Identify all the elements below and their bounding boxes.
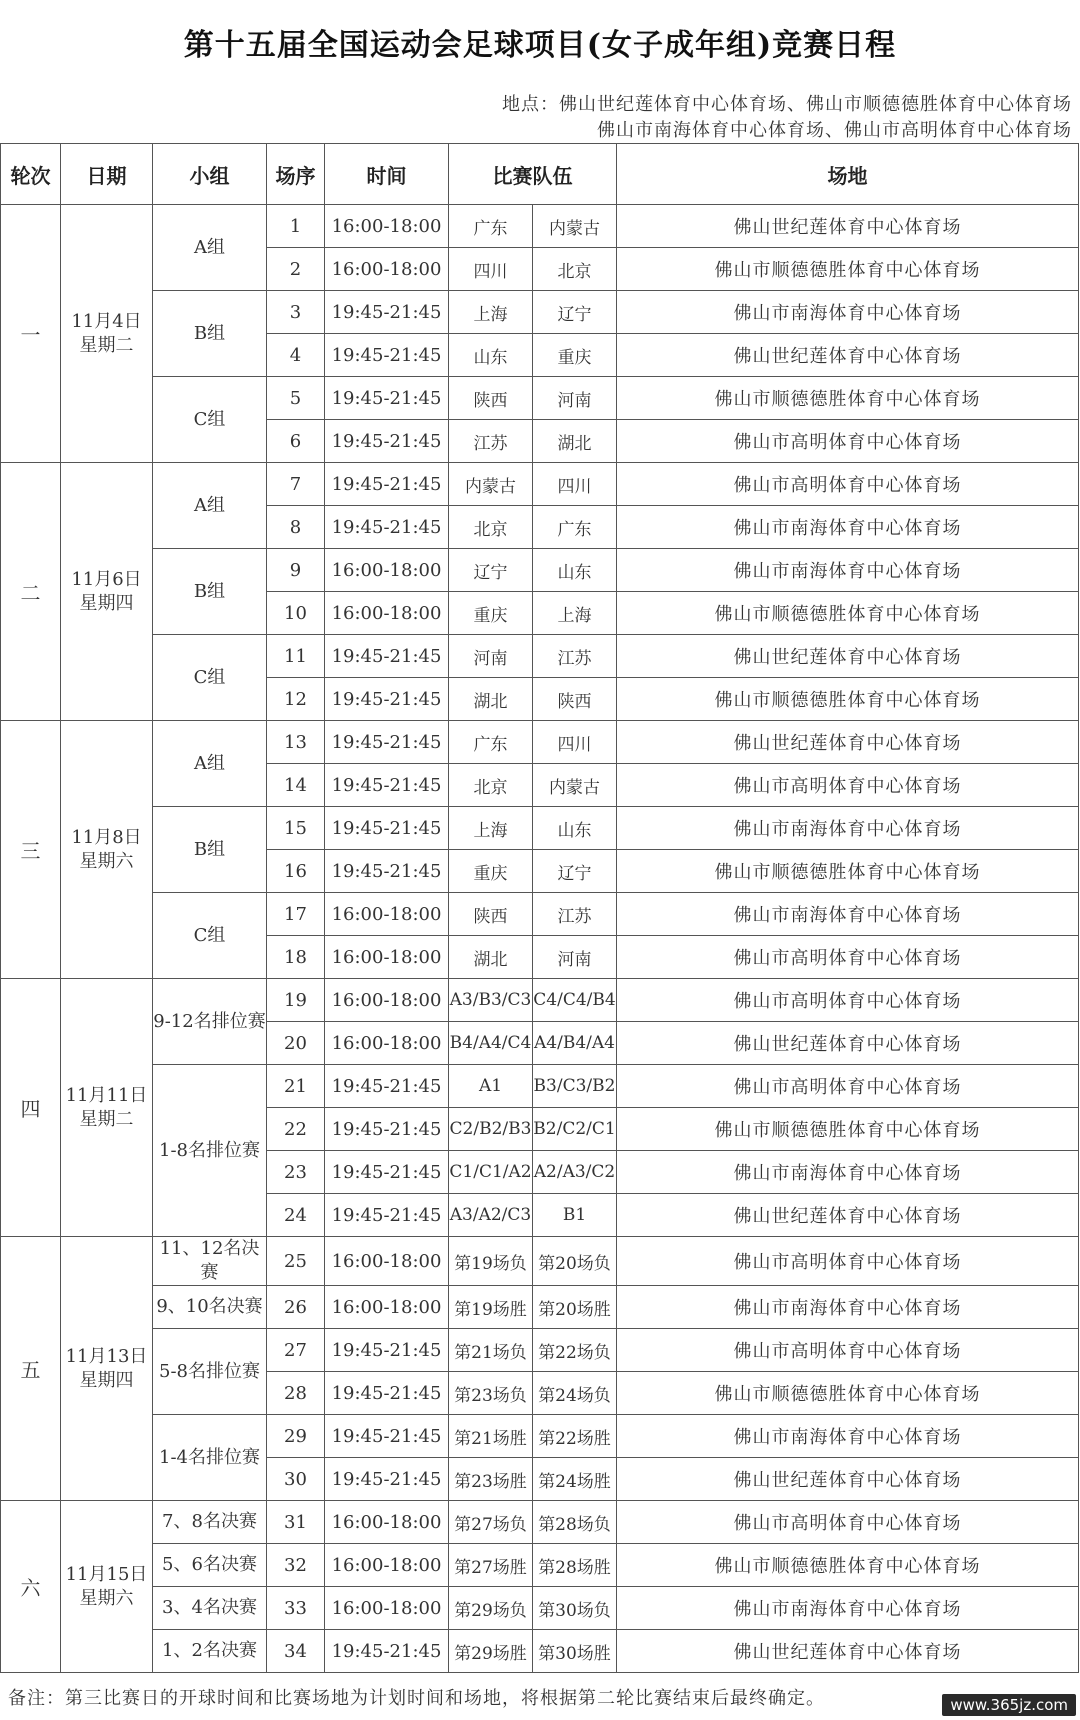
match-venue: 佛山市高明体育中心体育场 — [617, 463, 1079, 506]
match-time: 19:45-21:45 — [325, 1329, 449, 1372]
match-venue: 佛山市高明体育中心体育场 — [617, 936, 1079, 979]
match-time: 16:00-18:00 — [325, 205, 449, 248]
weekday-text: 星期四 — [79, 1369, 134, 1391]
watermark: www.365jz.com — [942, 1694, 1076, 1716]
home-team: 第23场负 — [449, 1372, 533, 1415]
match-time: 19:45-21:45 — [325, 1108, 449, 1151]
home-team: 江苏 — [449, 420, 533, 463]
match-time: 16:00-18:00 — [325, 1587, 449, 1630]
date-text: 11月8日 — [71, 826, 142, 848]
group-cell: B组 — [153, 549, 267, 635]
match-seq: 15 — [267, 807, 325, 850]
home-team: 广东 — [449, 205, 533, 248]
match-seq: 7 — [267, 463, 325, 506]
match-venue: 佛山世纪莲体育中心体育场 — [617, 1194, 1079, 1237]
match-venue: 佛山市南海体育中心体育场 — [617, 1151, 1079, 1194]
away-team: 第20场胜 — [533, 1286, 617, 1329]
match-seq: 20 — [267, 1022, 325, 1065]
match-time: 16:00-18:00 — [325, 936, 449, 979]
home-team: 四川 — [449, 248, 533, 291]
match-time: 19:45-21:45 — [325, 1630, 449, 1673]
home-team: 第29场胜 — [449, 1630, 533, 1673]
away-team: 内蒙古 — [533, 764, 617, 807]
match-time: 19:45-21:45 — [325, 291, 449, 334]
away-team: B3/C3/B2 — [533, 1065, 617, 1108]
date-text: 11月11日 — [65, 1084, 148, 1106]
match-seq: 25 — [267, 1237, 325, 1286]
away-team: 四川 — [533, 721, 617, 764]
home-team: 重庆 — [449, 850, 533, 893]
match-time: 16:00-18:00 — [325, 979, 449, 1022]
weekday-text: 星期二 — [79, 334, 134, 356]
match-venue: 佛山市南海体育中心体育场 — [617, 1415, 1079, 1458]
table-row — [1, 635, 1079, 678]
match-seq: 19 — [267, 979, 325, 1022]
match-seq: 10 — [267, 592, 325, 635]
away-team: 第22场负 — [533, 1329, 617, 1372]
match-time: 16:00-18:00 — [325, 549, 449, 592]
home-team: 陕西 — [449, 893, 533, 936]
match-seq: 3 — [267, 291, 325, 334]
away-team: 江苏 — [533, 635, 617, 678]
match-seq: 14 — [267, 764, 325, 807]
group-cell: C组 — [153, 377, 267, 463]
match-time: 16:00-18:00 — [325, 1237, 449, 1286]
home-team: 第23场胜 — [449, 1458, 533, 1501]
group-cell: C组 — [153, 893, 267, 979]
match-time: 19:45-21:45 — [325, 807, 449, 850]
home-team: 湖北 — [449, 678, 533, 721]
footnote: 备注：第三比赛日的开球时间和比赛场地为计划时间和场地，将根据第二轮比赛结束后最终确定。 — [8, 1688, 825, 1709]
home-team: 第27场负 — [449, 1501, 533, 1544]
table-row — [1, 1286, 1079, 1329]
away-team: 辽宁 — [533, 850, 617, 893]
home-team: 第27场胜 — [449, 1544, 533, 1587]
group-cell: 5-8名排位赛 — [153, 1329, 267, 1415]
round-cell: 五 — [1, 1237, 61, 1501]
table-row — [1, 463, 1079, 506]
group-cell: B组 — [153, 807, 267, 893]
away-team: 第22场胜 — [533, 1415, 617, 1458]
group-cell: 1-8名排位赛 — [153, 1065, 267, 1237]
group-cell: 1-4名排位赛 — [153, 1415, 267, 1501]
home-team: 陕西 — [449, 377, 533, 420]
away-team: 北京 — [533, 248, 617, 291]
away-team: 第30场负 — [533, 1587, 617, 1630]
date-text: 11月4日 — [71, 310, 142, 332]
away-team: 第30场胜 — [533, 1630, 617, 1673]
round-cell: 六 — [1, 1501, 61, 1673]
away-team: B1 — [533, 1194, 617, 1237]
match-venue: 佛山市顺德德胜体育中心体育场 — [617, 678, 1079, 721]
table-row — [1, 205, 1079, 248]
match-seq: 27 — [267, 1329, 325, 1372]
away-team: B2/C2/C1 — [533, 1108, 617, 1151]
match-time: 16:00-18:00 — [325, 1544, 449, 1587]
date-cell — [61, 979, 153, 1237]
table-row — [1, 979, 1079, 1022]
match-seq: 4 — [267, 334, 325, 377]
home-team: 第21场负 — [449, 1329, 533, 1372]
date-cell — [61, 1501, 153, 1673]
match-time: 16:00-18:00 — [325, 1501, 449, 1544]
away-team: A4/B4/A4 — [533, 1022, 617, 1065]
home-team: C1/C1/A2 — [449, 1151, 533, 1194]
away-team: C4/C4/B4 — [533, 979, 617, 1022]
match-seq: 12 — [267, 678, 325, 721]
match-venue: 佛山世纪莲体育中心体育场 — [617, 1022, 1079, 1065]
match-seq: 2 — [267, 248, 325, 291]
match-venue: 佛山市高明体育中心体育场 — [617, 420, 1079, 463]
away-team: 第24场胜 — [533, 1458, 617, 1501]
match-time: 16:00-18:00 — [325, 592, 449, 635]
group-cell: A组 — [153, 721, 267, 807]
home-team: 河南 — [449, 635, 533, 678]
date-text: 11月6日 — [71, 568, 142, 590]
group-cell: 7、8名决赛 — [153, 1501, 267, 1544]
match-venue: 佛山市南海体育中心体育场 — [617, 893, 1079, 936]
match-venue: 佛山世纪莲体育中心体育场 — [617, 334, 1079, 377]
away-team: 第24场负 — [533, 1372, 617, 1415]
match-venue: 佛山市南海体育中心体育场 — [617, 1587, 1079, 1630]
table-row — [1, 1065, 1079, 1108]
match-time: 19:45-21:45 — [325, 1372, 449, 1415]
table-row — [1, 721, 1079, 764]
round-cell: 一 — [1, 205, 61, 463]
home-team: 北京 — [449, 764, 533, 807]
table-row — [1, 1544, 1079, 1587]
location-line-2: 佛山市南海体育中心体育场、佛山市高明体育中心体育场 — [597, 120, 1072, 141]
table-row — [1, 1415, 1079, 1458]
match-venue: 佛山市顺德德胜体育中心体育场 — [617, 377, 1079, 420]
match-time: 19:45-21:45 — [325, 1458, 449, 1501]
weekday-text: 星期六 — [79, 850, 134, 872]
away-team: 第20场负 — [533, 1237, 617, 1286]
home-team: 第21场胜 — [449, 1415, 533, 1458]
match-venue: 佛山市高明体育中心体育场 — [617, 1237, 1079, 1286]
away-team: 内蒙古 — [533, 205, 617, 248]
match-venue: 佛山市顺德德胜体育中心体育场 — [617, 248, 1079, 291]
table-row — [1, 1630, 1079, 1673]
match-seq: 31 — [267, 1501, 325, 1544]
away-team: 四川 — [533, 463, 617, 506]
round-cell: 三 — [1, 721, 61, 979]
match-seq: 34 — [267, 1630, 325, 1673]
match-venue: 佛山市高明体育中心体育场 — [617, 1065, 1079, 1108]
match-time: 19:45-21:45 — [325, 463, 449, 506]
match-venue: 佛山市南海体育中心体育场 — [617, 291, 1079, 334]
away-team: 第28场胜 — [533, 1544, 617, 1587]
match-seq: 16 — [267, 850, 325, 893]
match-seq: 8 — [267, 506, 325, 549]
away-team: 重庆 — [533, 334, 617, 377]
match-time: 19:45-21:45 — [325, 377, 449, 420]
header-group: 小组 — [153, 144, 267, 205]
group-cell: 5、6名决赛 — [153, 1544, 267, 1587]
group-cell: 9-12名排位赛 — [153, 979, 267, 1065]
group-cell: B组 — [153, 291, 267, 377]
location-line-1: 地点：佛山世纪莲体育中心体育场、佛山市顺德德胜体育中心体育场 — [502, 94, 1072, 115]
match-venue: 佛山市顺德德胜体育中心体育场 — [617, 850, 1079, 893]
away-team: 辽宁 — [533, 291, 617, 334]
header-teams: 比赛队伍 — [449, 144, 617, 205]
match-venue: 佛山市高明体育中心体育场 — [617, 1501, 1079, 1544]
home-team: 第29场负 — [449, 1587, 533, 1630]
away-team: 山东 — [533, 549, 617, 592]
match-time: 19:45-21:45 — [325, 850, 449, 893]
match-time: 16:00-18:00 — [325, 1022, 449, 1065]
date-cell — [61, 1237, 153, 1501]
match-seq: 28 — [267, 1372, 325, 1415]
match-time: 19:45-21:45 — [325, 764, 449, 807]
home-team: A3/B3/C3 — [449, 979, 533, 1022]
group-cell: 11、12名决赛 — [153, 1237, 267, 1286]
match-time: 19:45-21:45 — [325, 506, 449, 549]
match-time: 19:45-21:45 — [325, 1415, 449, 1458]
match-seq: 5 — [267, 377, 325, 420]
match-venue: 佛山世纪莲体育中心体育场 — [617, 635, 1079, 678]
group-cell: 3、4名决赛 — [153, 1587, 267, 1630]
match-time: 19:45-21:45 — [325, 1065, 449, 1108]
away-team: 广东 — [533, 506, 617, 549]
home-team: 北京 — [449, 506, 533, 549]
match-seq: 17 — [267, 893, 325, 936]
away-team: 陕西 — [533, 678, 617, 721]
home-team: B4/A4/C4 — [449, 1022, 533, 1065]
date-cell — [61, 721, 153, 979]
group-cell: A组 — [153, 463, 267, 549]
home-team: 内蒙古 — [449, 463, 533, 506]
weekday-text: 星期二 — [79, 1108, 134, 1130]
away-team: 江苏 — [533, 893, 617, 936]
weekday-text: 星期六 — [79, 1587, 134, 1609]
table-row — [1, 377, 1079, 420]
match-venue: 佛山市顺德德胜体育中心体育场 — [617, 1544, 1079, 1587]
table-row — [1, 1329, 1079, 1372]
match-venue: 佛山市南海体育中心体育场 — [617, 506, 1079, 549]
table-row — [1, 1237, 1079, 1286]
match-venue: 佛山市顺德德胜体育中心体育场 — [617, 1372, 1079, 1415]
match-time: 16:00-18:00 — [325, 893, 449, 936]
match-venue: 佛山市高明体育中心体育场 — [617, 1329, 1079, 1372]
date-cell — [61, 205, 153, 463]
match-seq: 22 — [267, 1108, 325, 1151]
home-team: 重庆 — [449, 592, 533, 635]
match-seq: 11 — [267, 635, 325, 678]
table-row — [1, 1501, 1079, 1544]
away-team: 河南 — [533, 936, 617, 979]
match-time: 19:45-21:45 — [325, 1194, 449, 1237]
group-cell: 9、10名决赛 — [153, 1286, 267, 1329]
table-row — [1, 549, 1079, 592]
date-text: 11月15日 — [65, 1563, 148, 1585]
match-venue: 佛山市南海体育中心体育场 — [617, 1286, 1079, 1329]
match-seq: 1 — [267, 205, 325, 248]
home-team: 上海 — [449, 291, 533, 334]
match-seq: 13 — [267, 721, 325, 764]
group-cell: 1、2名决赛 — [153, 1630, 267, 1673]
table-row — [1, 1587, 1079, 1630]
match-seq: 32 — [267, 1544, 325, 1587]
header-date: 日期 — [61, 144, 153, 205]
away-team: 湖北 — [533, 420, 617, 463]
round-cell: 四 — [1, 979, 61, 1237]
schedule-table — [0, 143, 1079, 1673]
home-team: A1 — [449, 1065, 533, 1108]
match-venue: 佛山市高明体育中心体育场 — [617, 979, 1079, 1022]
match-seq: 18 — [267, 936, 325, 979]
match-time: 19:45-21:45 — [325, 420, 449, 463]
home-team: 湖北 — [449, 936, 533, 979]
home-team: 上海 — [449, 807, 533, 850]
match-venue: 佛山市高明体育中心体育场 — [617, 764, 1079, 807]
match-venue: 佛山市南海体育中心体育场 — [617, 807, 1079, 850]
table-row — [1, 807, 1079, 850]
home-team: 第19场负 — [449, 1237, 533, 1286]
away-team: 河南 — [533, 377, 617, 420]
match-time: 19:45-21:45 — [325, 1151, 449, 1194]
match-venue: 佛山世纪莲体育中心体育场 — [617, 721, 1079, 764]
away-team: 山东 — [533, 807, 617, 850]
match-seq: 33 — [267, 1587, 325, 1630]
match-seq: 26 — [267, 1286, 325, 1329]
match-seq: 29 — [267, 1415, 325, 1458]
match-venue: 佛山世纪莲体育中心体育场 — [617, 1458, 1079, 1501]
match-time: 19:45-21:45 — [325, 678, 449, 721]
away-team: A2/A3/C2 — [533, 1151, 617, 1194]
match-venue: 佛山世纪莲体育中心体育场 — [617, 1630, 1079, 1673]
match-venue: 佛山市顺德德胜体育中心体育场 — [617, 592, 1079, 635]
group-cell: C组 — [153, 635, 267, 721]
match-seq: 9 — [267, 549, 325, 592]
match-seq: 23 — [267, 1151, 325, 1194]
match-time: 16:00-18:00 — [325, 248, 449, 291]
match-time: 19:45-21:45 — [325, 635, 449, 678]
home-team: C2/B2/B3 — [449, 1108, 533, 1151]
table-row — [1, 893, 1079, 936]
round-cell: 二 — [1, 463, 61, 721]
match-venue: 佛山世纪莲体育中心体育场 — [617, 205, 1079, 248]
match-seq: 6 — [267, 420, 325, 463]
match-seq: 21 — [267, 1065, 325, 1108]
header-row — [1, 144, 1079, 205]
header-round: 轮次 — [1, 144, 61, 205]
table-row — [1, 291, 1079, 334]
date-cell — [61, 463, 153, 721]
away-team: 上海 — [533, 592, 617, 635]
match-time: 19:45-21:45 — [325, 334, 449, 377]
home-team: 第19场胜 — [449, 1286, 533, 1329]
match-seq: 24 — [267, 1194, 325, 1237]
header-venue: 场地 — [617, 144, 1079, 205]
group-cell: A组 — [153, 205, 267, 291]
header-seq: 场序 — [267, 144, 325, 205]
match-time: 16:00-18:00 — [325, 1286, 449, 1329]
match-seq: 30 — [267, 1458, 325, 1501]
away-team: 第28场负 — [533, 1501, 617, 1544]
match-venue: 佛山市顺德德胜体育中心体育场 — [617, 1108, 1079, 1151]
schedule-body — [1, 205, 1079, 1673]
match-time: 19:45-21:45 — [325, 721, 449, 764]
weekday-text: 星期四 — [79, 592, 134, 614]
page-title: 第十五届全国运动会足球项目(女子成年组)竞赛日程 — [183, 28, 897, 63]
match-venue: 佛山市南海体育中心体育场 — [617, 549, 1079, 592]
home-team: 山东 — [449, 334, 533, 377]
date-text: 11月13日 — [65, 1345, 148, 1367]
home-team: 辽宁 — [449, 549, 533, 592]
home-team: 广东 — [449, 721, 533, 764]
header-time: 时间 — [325, 144, 449, 205]
home-team: A3/A2/C3 — [449, 1194, 533, 1237]
